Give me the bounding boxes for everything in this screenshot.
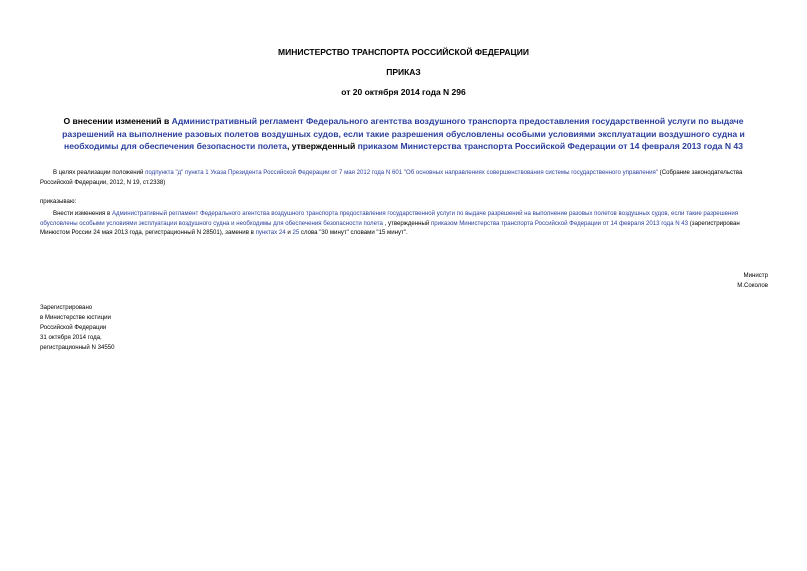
p3-link-order[interactable]: приказом Министерства транспорта Российской Федерации от 14 февраля 2013 года N 43: [431, 219, 689, 227]
p3-link-regulation[interactable]: Административный регламент Федерального агентства воздушного транспорта предоставления государственной услуги по выдаче разрешений на выполнение разовых полетов воздушных судов, если такие разрешения обусловлены особыми условиями эксплуатации воздушного судна и необходимы для обеспечения безопасности полета: [40, 210, 739, 227]
p1-prefix: В целях реализации положений: [53, 169, 146, 176]
document-title: [40, 115, 767, 153]
p3-mid3: и: [285, 229, 293, 236]
signature-name: М.Соколов: [737, 282, 768, 289]
registration-line: 31 октября 2014 года,: [40, 334, 102, 341]
title-link-regulation[interactable]: Административный регламент Федерального агентства воздушного транспорта предоставления государственной услуги по выдаче разрешений на выполнение разовых полетов воздушных судов, если такие разрешения обусловлены особыми условиями эксплуатации воздушного судна и необходимы для обеспечения безопасности полета: [62, 116, 745, 151]
signature-block: [737, 271, 768, 291]
paragraph-basis: [40, 168, 770, 187]
p1-link-decree[interactable]: подпункта "д" пункта 1 Указа Президента Российской Федерации от 7 мая 2012 года N 601 "Об основных направлениях совершенствования системы государственного управления": [145, 169, 658, 176]
registration-block: [40, 303, 115, 353]
document-type: ПРИКАЗ: [386, 67, 421, 77]
registration-line: регистрационный N 34550: [40, 344, 115, 351]
p3-link-clause-25[interactable]: 25: [292, 229, 300, 236]
registration-line: Российской Федерации: [40, 324, 107, 331]
paragraph-changes: [40, 209, 770, 238]
p1-suffix: (Собрание законодательства Российской Федерации, 2012, N 19, ст.2338): [40, 169, 743, 186]
document-date-number: от 20 октября 2014 года N 296: [341, 87, 466, 97]
paragraph-order-word: приказываю:: [40, 198, 77, 205]
registration-line: в Министерстве юстиции: [40, 314, 111, 321]
p3-suffix: слова "30 минут" словами "15 минут".: [299, 229, 408, 236]
p3-mid2: (зарегистрирован Минюстом России 24 мая 2013 года, регистрационный N 28501), заменив в: [40, 219, 740, 236]
title-middle: , утвержденный: [286, 141, 358, 151]
title-link-order[interactable]: приказом Министерства транспорта Российской Федерации от 14 февраля 2013 года N 43: [357, 141, 743, 151]
p3-mid1: , утвержденный: [382, 219, 431, 227]
p3-prefix: Внести изменения в: [53, 210, 112, 217]
p3-link-clause-24[interactable]: пунктах 24: [255, 229, 286, 236]
ministry-heading: МИНИСТЕРСТВО ТРАНСПОРТА РОССИЙСКОЙ ФЕДЕРАЦИИ: [278, 47, 529, 57]
registration-line: Зарегистрировано: [40, 304, 93, 311]
signature-position: Министр: [743, 272, 768, 279]
title-prefix: О внесении изменений в: [63, 116, 172, 126]
